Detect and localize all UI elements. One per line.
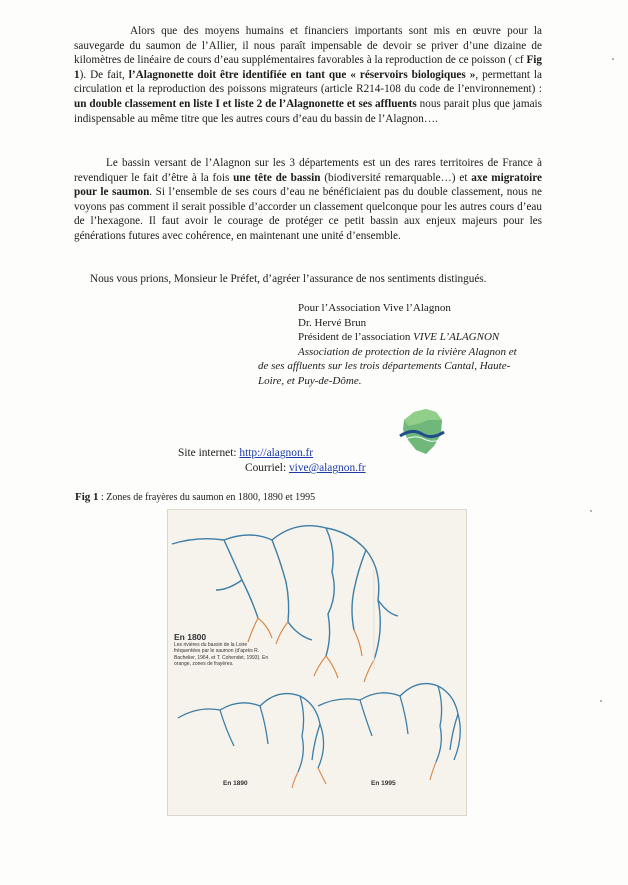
figure-caption: Fig 1 : Zones de frayères du saumon en 1800, 1890 et 1995 xyxy=(75,491,316,503)
contact-block xyxy=(178,446,366,476)
map-1890-title: En 1890 xyxy=(223,780,248,787)
spawning-zones-1995 xyxy=(430,762,436,780)
map-1800-title: En 1800 xyxy=(174,632,207,642)
signature-line: Loire, et Puy-de-Dôme. xyxy=(258,374,362,387)
paragraph-intro: Alors que des moyens humains et financiers importants sont mis en œuvre pour la sauvegarde du saumon de l’Allier, il nous paraît impensable de devoir se priver d’une dizaine de kilomètres de linéaire de cours d’eau supplémentaires favorables à la reproduction de ce poisson ( cf Fig 1). De fait, l’Alagnonette doit être identifiée en tant que « réservoirs biologiques », permettant la circulation et la reproduction des poissons migrateurs (article R214-108 du code de l’environnement) : un double classement en liste I et liste 2 de l’Alagnonette et ses affluents nous parait plus que jamais indispensable au même titre que les autres cours d’eau du bassin de l’Alagnon…. xyxy=(74,25,542,125)
email-link[interactable]: vive@alagnon.fr xyxy=(288,462,366,474)
email-label: Courriel: xyxy=(245,462,289,474)
association-logo-icon xyxy=(398,406,446,458)
scan-speck xyxy=(612,58,614,60)
paragraph-closing: Nous vous prions, Monsieur le Préfet, d’agréer l’assurance de nos sentiments distingués. xyxy=(90,273,487,285)
signature-block xyxy=(258,301,558,389)
map-1890 xyxy=(178,694,324,772)
scan-speck xyxy=(590,510,592,512)
map-1800-caption: Les rivières du bassin de la Loire fréquentées par le saumon (d'après R. Bachelier, 1964, et T. Cohendet, 1993). En orange, zones de frayères. xyxy=(174,642,269,668)
signature-line: Dr. Hervé Brun xyxy=(298,316,367,329)
map-1995-title: En 1995 xyxy=(371,780,396,787)
website-link[interactable]: http://alagnon.fr xyxy=(239,447,314,459)
website-label: Site internet: xyxy=(178,447,240,459)
signature-line: Pour l’Association Vive l’Alagnon xyxy=(298,302,451,314)
map-1995 xyxy=(318,684,460,762)
scan-speck xyxy=(600,700,602,702)
salmon-spawning-maps xyxy=(167,509,467,816)
signature-line: Président de l’association VIVE L’ALAGNON xyxy=(298,331,500,344)
spawning-zones-1890 xyxy=(292,768,326,788)
paragraph-bassin: Le bassin versant de l’Alagnon sur les 3 départements est un des rares territoires de France à revendiquer le fait d’être à la fois une tête de bassin (biodiversité remarquable…) et axe migratoire pour le saumon. Si l’ensemble de ses cours d’eau ne bénéficiaient pas du double classement, nous ne voyons pas comment il serait possible d’accorder un classement quelconque pour les autres cours d’eau de l’hexagone. Il faut avoir le courage de protéger ce petit bassin aux enjeux majeurs pour les générations futures avec cohérence, en maintenant une unité d’ensemble. xyxy=(74,157,543,242)
signature-line: Association de protection de la rivière Alagnon et xyxy=(298,345,517,358)
signature-line: de ses affluents sur les trois départements Cantal, Haute- xyxy=(258,360,511,373)
